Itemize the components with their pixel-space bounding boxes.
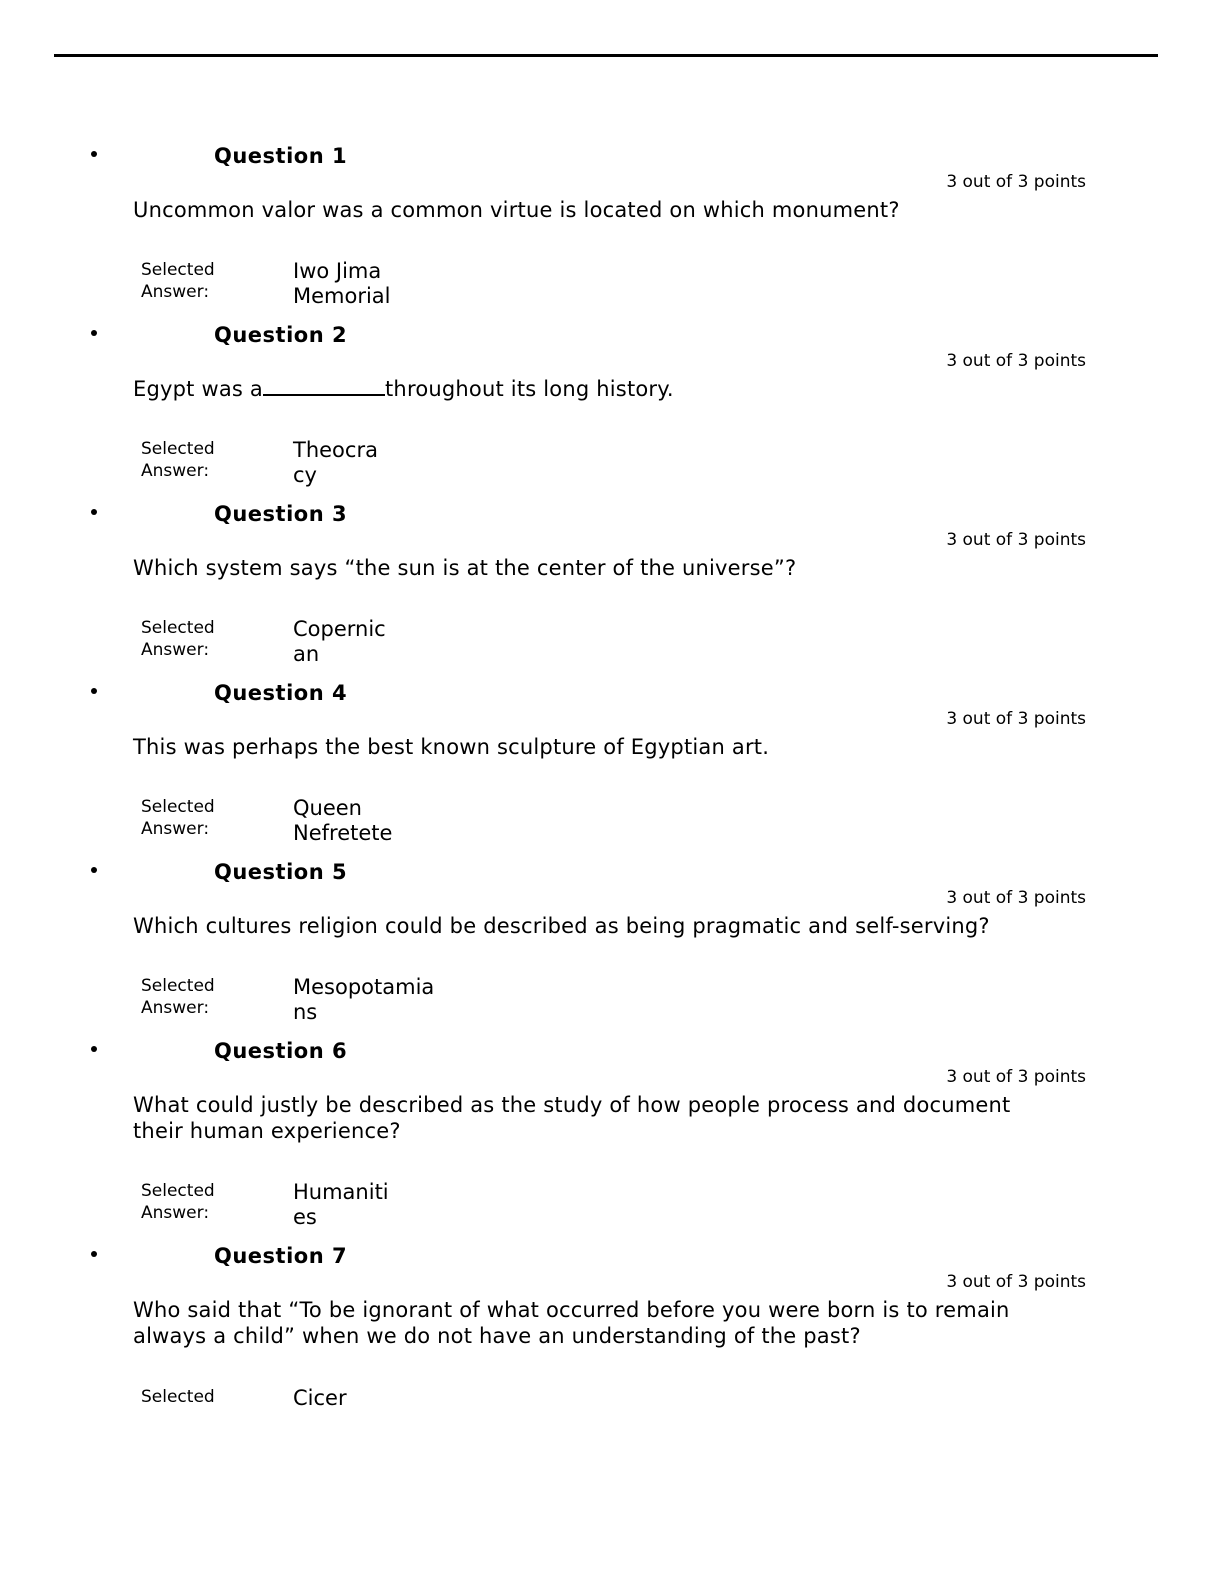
question-points: 3 out of 3 points xyxy=(946,530,1086,550)
answer-label: Answer: xyxy=(141,282,210,302)
selected-answer-line: Theocra xyxy=(293,438,378,462)
answer-label: Answer: xyxy=(141,1203,210,1223)
selected-answer-line: Cicer xyxy=(293,1386,347,1410)
question-text: This was perhaps the best known sculpture of Egyptian art. xyxy=(133,735,770,759)
question-text-line: always a child” when we do not have an understanding of the past? xyxy=(133,1324,861,1348)
question-points: 3 out of 3 points xyxy=(946,1272,1086,1292)
question-text xyxy=(133,1297,1033,1349)
question-points: 3 out of 3 points xyxy=(946,1067,1086,1087)
bullet-icon xyxy=(91,867,97,873)
selected-answer-line: cy xyxy=(293,463,317,487)
question-text xyxy=(133,376,1033,402)
selected-label: Selected xyxy=(141,439,215,459)
bullet-icon xyxy=(91,509,97,515)
question-text-line: Who said that “To be ignorant of what occurred before you were born is to remain xyxy=(133,1298,1010,1322)
bullet-icon xyxy=(91,330,97,336)
question-text-before-blank: Egypt was a xyxy=(133,377,263,401)
question-text xyxy=(133,1092,1033,1144)
selected-answer-line: Copernic xyxy=(293,617,386,641)
question-title: Question 1 xyxy=(214,144,348,168)
question-text-line: their human experience? xyxy=(133,1119,401,1143)
selected-answer-line: an xyxy=(293,642,320,666)
selected-answer xyxy=(293,438,378,488)
question-points: 3 out of 3 points xyxy=(946,172,1086,192)
selected-label: Selected xyxy=(141,1387,215,1407)
question-text: Which system says “the sun is at the center of the universe”? xyxy=(133,556,797,580)
selected-label: Selected xyxy=(141,1181,215,1201)
selected-answer-line: es xyxy=(293,1205,317,1229)
bullet-icon xyxy=(91,151,97,157)
bullet-icon xyxy=(91,1046,97,1052)
question-text: Uncommon valor was a common virtue is located on which monument? xyxy=(133,198,900,222)
selected-answer-label xyxy=(141,796,215,840)
question-title: Question 3 xyxy=(214,502,348,526)
selected-answer-line: ns xyxy=(293,1000,318,1024)
question-text: Which cultures religion could be described as being pragmatic and self-serving? xyxy=(133,914,990,938)
selected-answer xyxy=(293,617,386,667)
question-text-line: What could justly be described as the study of how people process and document xyxy=(133,1093,1011,1117)
question-title: Question 6 xyxy=(214,1039,348,1063)
selected-label: Selected xyxy=(141,797,215,817)
question-points: 3 out of 3 points xyxy=(946,351,1086,371)
selected-answer-line: Mesopotamia xyxy=(293,975,435,999)
selected-answer-line: Humaniti xyxy=(293,1180,389,1204)
question-text-after-blank: throughout its long history. xyxy=(385,377,674,401)
question-points: 3 out of 3 points xyxy=(946,888,1086,908)
answer-label: Answer: xyxy=(141,998,210,1018)
selected-answer-line: Nefretete xyxy=(293,821,393,845)
selected-answer-line: Queen xyxy=(293,796,362,820)
bullet-icon xyxy=(91,688,97,694)
selected-answer xyxy=(293,1180,389,1230)
selected-answer xyxy=(293,975,434,1025)
selected-answer-line: Memorial xyxy=(293,284,391,308)
selected-answer-label xyxy=(141,617,215,661)
selected-answer xyxy=(293,259,391,309)
question-points: 3 out of 3 points xyxy=(946,709,1086,729)
selected-answer xyxy=(293,1386,347,1411)
question-title: Question 4 xyxy=(214,681,348,705)
selected-answer-label xyxy=(141,1386,215,1408)
answer-label: Answer: xyxy=(141,640,210,660)
selected-answer-label xyxy=(141,1180,215,1224)
top-rule xyxy=(54,54,1158,57)
selected-answer-label xyxy=(141,438,215,482)
fill-in-blank xyxy=(263,376,385,396)
selected-label: Selected xyxy=(141,976,215,996)
selected-answer-line: Iwo Jima xyxy=(293,259,382,283)
selected-label: Selected xyxy=(141,618,215,638)
selected-label: Selected xyxy=(141,260,215,280)
selected-answer-label xyxy=(141,259,215,303)
selected-answer-label xyxy=(141,975,215,1019)
question-title: Question 2 xyxy=(214,323,348,347)
selected-answer xyxy=(293,796,392,846)
answer-label: Answer: xyxy=(141,461,210,481)
question-title: Question 5 xyxy=(214,860,348,884)
bullet-icon xyxy=(91,1251,97,1257)
answer-label: Answer: xyxy=(141,819,210,839)
question-title: Question 7 xyxy=(214,1244,348,1268)
